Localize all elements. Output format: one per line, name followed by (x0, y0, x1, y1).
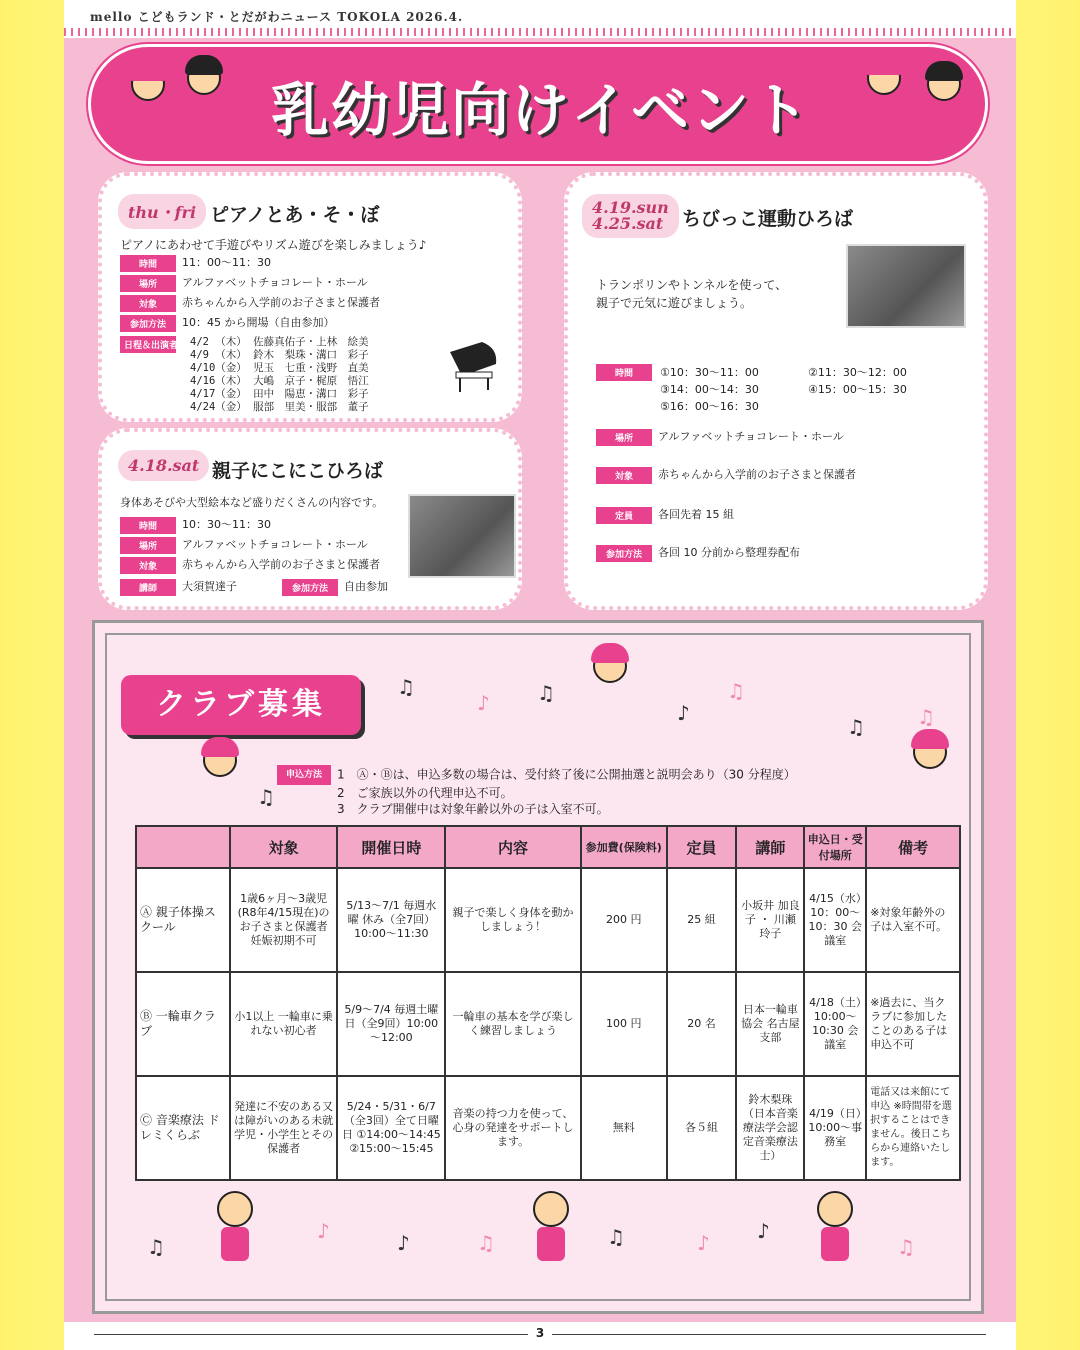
music-note-icon: ♫ (477, 1231, 495, 1255)
music-note-icon: ♪ (477, 691, 490, 715)
music-note-icon: ♫ (537, 681, 555, 705)
child-illustration (187, 61, 221, 95)
piano-event-card (98, 172, 522, 422)
date-badge: 4.18.sat (118, 450, 209, 481)
info-row: 場所 アルファベットチョコレート・ホール (120, 536, 368, 554)
club-table (135, 825, 961, 1181)
club-rules (277, 765, 796, 817)
info-row: 参加方法 自由参加 (282, 578, 388, 596)
time-slot: ③14：00～14：30 (660, 383, 759, 396)
music-note-icon: ♫ (147, 1235, 165, 1259)
child-illustration (533, 1191, 569, 1227)
column-header (136, 826, 230, 868)
column-header: 講師 (736, 826, 804, 868)
music-note-icon: ♫ (607, 1225, 625, 1249)
music-note-icon: ♫ (917, 705, 935, 729)
header-strip (64, 0, 1016, 38)
page-title: 乳幼児向けイベント (270, 76, 811, 144)
title-banner (88, 44, 988, 164)
table-row: Ⓑ 一輪車クラブ 小1以上 一輪車に乗れない初心者 5/9～7/4 毎週土曜日（全9回）10:00～12:00 一輪車の基本を学び楽しく練習しましょう 100 円 20 名 日本一輪車協会 名古屋支部 4/18（土）10:00～10:30 会議室 ※過去に、当クラブに参加したことのある子は申込不可 (136, 972, 960, 1076)
club-title: クラブ募集 (121, 675, 361, 735)
info-row: 時間 10：30～11：30 (120, 516, 271, 534)
table-row: Ⓐ 親子体操スクール 1歳6ヶ月～3歳児(R8年4/15現在)のお子さまと保護者 妊娠初期不可 5/13～7/1 毎週水曜 休み（全7回）10:00～11:30 親子で楽しく身体を動かしましょう！ 200 円 25 組 小坂井 加良子 ・ 川瀬玲子 4/15（水）10：00～10：30 会議室 ※対象年齢外の子は入室不可。 (136, 868, 960, 972)
column-header: 定員 (667, 826, 737, 868)
table-row: Ⓒ 音楽療法 ドレミくらぶ 発達に不安のある又は障がいのある未就学児・小学生とその保護者 5/24・5/31・6/7（全3回）全て日曜日 ①14:00～14:45 ②15:00～15:45 音楽の持つ力を使って、心身の発達をサポートします。 無料 各５組 鈴木梨珠（日本音楽療法学会認定音楽療法士） 4/19（日）10:00～事務室 電話又は来館にて申込 ※時間帯を選択することはできません。後日こちらから連絡いたします。 (136, 1076, 960, 1180)
rule-line: 2 ご家族以外の代理申込不可。 (337, 786, 513, 800)
info-row: 日程＆出演者 (120, 336, 182, 353)
column-header: 申込日・受付場所 (804, 826, 866, 868)
piano-icon (442, 334, 502, 394)
event-photo (846, 244, 966, 328)
info-row: 定員 各回先着 15 組 (596, 506, 734, 524)
info-row: 対象 赤ちゃんから入学前のお子さまと保護者 (596, 466, 856, 484)
music-note-icon: ♪ (397, 1231, 410, 1255)
time-slot: ④15：00～15：30 (808, 383, 907, 396)
event-lead: 親子で元気に遊びましょう。 (596, 296, 753, 310)
decorative-border (64, 28, 1016, 36)
event-lead: トランポリンやトンネルを使って、 (596, 278, 788, 292)
club-section (92, 620, 984, 1314)
info-row: 参加方法 各回 10 分前から整理券配布 (596, 544, 800, 562)
column-header: 参加費(保険料) (581, 826, 667, 868)
newsletter-page (64, 0, 1016, 1350)
music-note-icon: ♫ (727, 679, 745, 703)
niko-event-card (98, 428, 522, 610)
info-row: 時間 11：00～11：30 (120, 254, 271, 272)
child-illustration (593, 649, 627, 683)
time-slot: ①10：30～11：00 (660, 366, 759, 379)
child-illustration (913, 735, 947, 769)
rule-line: 申込方法 1 Ⓐ・Ⓑは、申込多数の場合は、受付終了後に公開抽選と説明会あり（30 分程度） (277, 765, 796, 785)
info-row: 場所 アルファベットチョコレート・ホール (596, 428, 844, 446)
music-note-icon: ♫ (847, 715, 865, 739)
event-lead: ピアノにあわせて手遊びやリズム遊びを楽しみましょう♪ (120, 238, 427, 252)
child-illustration (203, 743, 237, 777)
music-note-icon: ♫ (257, 785, 275, 809)
club-board (105, 633, 971, 1301)
event-title: ピアノとあ・そ・ぼ (210, 204, 380, 226)
child-illustration (131, 67, 165, 101)
child-illustration (867, 61, 901, 95)
music-note-icon: ♪ (677, 701, 690, 725)
info-row: 対象 赤ちゃんから入学前のお子さまと保護者 (120, 294, 380, 312)
music-note-icon: ♪ (317, 1219, 330, 1243)
column-header: 対象 (230, 826, 338, 868)
column-header: 内容 (445, 826, 581, 868)
schedule-list: 4/2 （木） 佐藤真佑子・上林 絵美 4/9 （木） 鈴木 梨珠・溝口 彩子 4/10（金） 児玉 七重・浅野 直美 4/16（木） 大嶋 京子・梶原 悟江 4/17（金） 田中 陽恵・溝口 彩子 4/24（金） 服部 里美・服部 董子 (190, 336, 369, 413)
rule-line: 3 クラブ開催中は対象年齢以外の子は入室不可。 (337, 802, 609, 816)
info-row: 対象 赤ちゃんから入学前のお子さまと保護者 (120, 556, 380, 574)
date-badge: 4.19.sun 4.25.sat (582, 194, 679, 238)
page-number: 3 (64, 1326, 1016, 1340)
footer-strip (64, 1322, 1016, 1350)
column-header: 備考 (866, 826, 960, 868)
child-illustration (927, 67, 961, 101)
music-note-icon: ♫ (397, 675, 415, 699)
chibi-event-card (564, 172, 988, 610)
info-row: 講師 大須賀達子 (120, 578, 237, 596)
music-note-icon: ♫ (897, 1235, 915, 1259)
column-header: 開催日時 (337, 826, 445, 868)
event-lead: 身体あそびや大型絵本など盛りだくさんの内容です。 (120, 496, 384, 509)
info-row: 時間 (596, 364, 658, 381)
time-slot: ⑤16：00～16：30 (660, 400, 759, 413)
info-row: 場所 アルファベットチョコレート・ホール (120, 274, 368, 292)
header-text: mello こどもランド・とだがわニュース TOKOLA 2026.4. (90, 10, 464, 24)
event-photo (408, 494, 516, 578)
music-note-icon: ♪ (757, 1219, 770, 1243)
event-title: ちびっこ運動ひろば (682, 208, 854, 230)
child-illustration (817, 1191, 853, 1227)
info-row: 参加方法 10：45 から開場（自由参加） (120, 314, 335, 332)
music-note-icon: ♪ (697, 1231, 710, 1255)
child-illustration (217, 1191, 253, 1227)
time-slot: ②11：30～12：00 (808, 366, 907, 379)
event-title: 親子にこにこひろば (212, 460, 384, 482)
date-badge: thu・fri (118, 194, 206, 229)
table-header-row (136, 826, 960, 868)
